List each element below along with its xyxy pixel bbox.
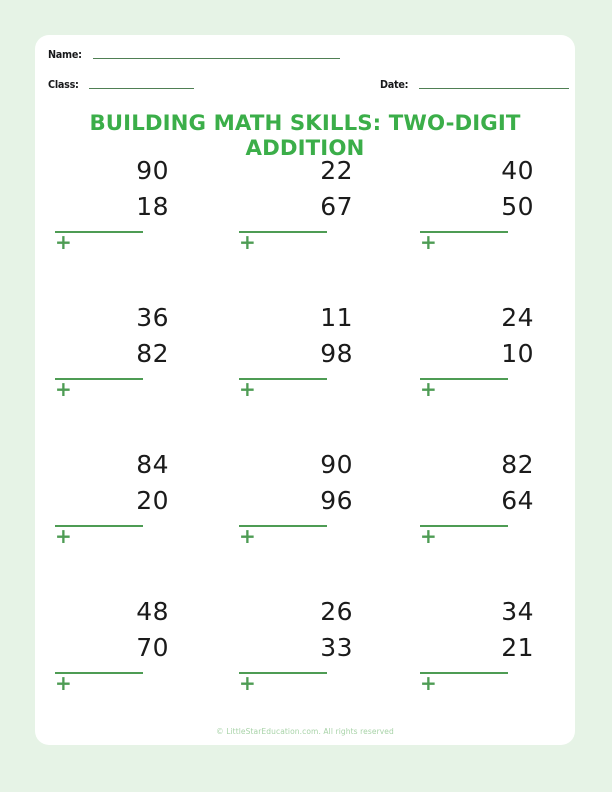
addend-top: 26 [320,597,353,626]
addend-bottom: 96 [320,486,353,515]
date-field-row [380,79,569,91]
addition-problem [45,594,175,695]
problem-row [35,447,575,594]
name-label: Name: [48,49,82,61]
addend-top: 34 [501,597,534,626]
addend-bottom: 70 [136,633,169,662]
addition-problem [229,300,359,401]
addend-bottom: 33 [320,633,353,662]
class-input-line[interactable] [89,88,194,89]
addend-bottom: 82 [136,339,169,368]
addend-top: 22 [320,156,353,185]
problem-row [35,594,575,741]
addend-top: 36 [136,303,169,332]
addend-top: 90 [320,450,353,479]
addition-problem [229,447,359,548]
addend-top: 40 [501,156,534,185]
plus-operator-icon: + [420,671,437,695]
plus-operator-icon: + [420,377,437,401]
plus-operator-icon: + [420,230,437,254]
date-input-line[interactable] [419,88,569,89]
addend-bottom: 50 [501,192,534,221]
addition-problem [45,300,175,401]
addend-bottom: 18 [136,192,169,221]
class-field-row [48,79,194,91]
plus-operator-icon: + [239,230,256,254]
addend-bottom: 21 [501,633,534,662]
addition-problem [410,153,540,254]
addend-bottom: 98 [320,339,353,368]
addition-problem [45,447,175,548]
addend-bottom: 10 [501,339,534,368]
addition-problem [229,594,359,695]
plus-operator-icon: + [55,671,72,695]
addend-top: 82 [501,450,534,479]
copyright-footer: © LittleStarEducation.com. All rights reserved [216,727,394,736]
addition-problem [410,447,540,548]
name-field-row [48,49,340,61]
addition-problem [410,594,540,695]
worksheet-page [35,35,575,745]
worksheet-title: BUILDING MATH SKILLS: TWO-DIGIT ADDITION [89,111,521,161]
plus-operator-icon: + [239,524,256,548]
plus-operator-icon: + [55,230,72,254]
addend-bottom: 20 [136,486,169,515]
addend-bottom: 64 [501,486,534,515]
addend-top: 24 [501,303,534,332]
addend-top: 84 [136,450,169,479]
date-label: Date: [380,79,409,91]
class-label: Class: [48,79,79,91]
addend-top: 11 [320,303,353,332]
problem-row [35,153,575,300]
addend-top: 90 [136,156,169,185]
addition-problem [410,300,540,401]
plus-operator-icon: + [239,671,256,695]
addition-problem [229,153,359,254]
name-input-line[interactable] [93,58,340,59]
plus-operator-icon: + [420,524,437,548]
problem-grid [35,153,575,741]
addition-problem [45,153,175,254]
plus-operator-icon: + [239,377,256,401]
problem-row [35,300,575,447]
plus-operator-icon: + [55,524,72,548]
plus-operator-icon: + [55,377,72,401]
addend-top: 48 [136,597,169,626]
addend-bottom: 67 [320,192,353,221]
